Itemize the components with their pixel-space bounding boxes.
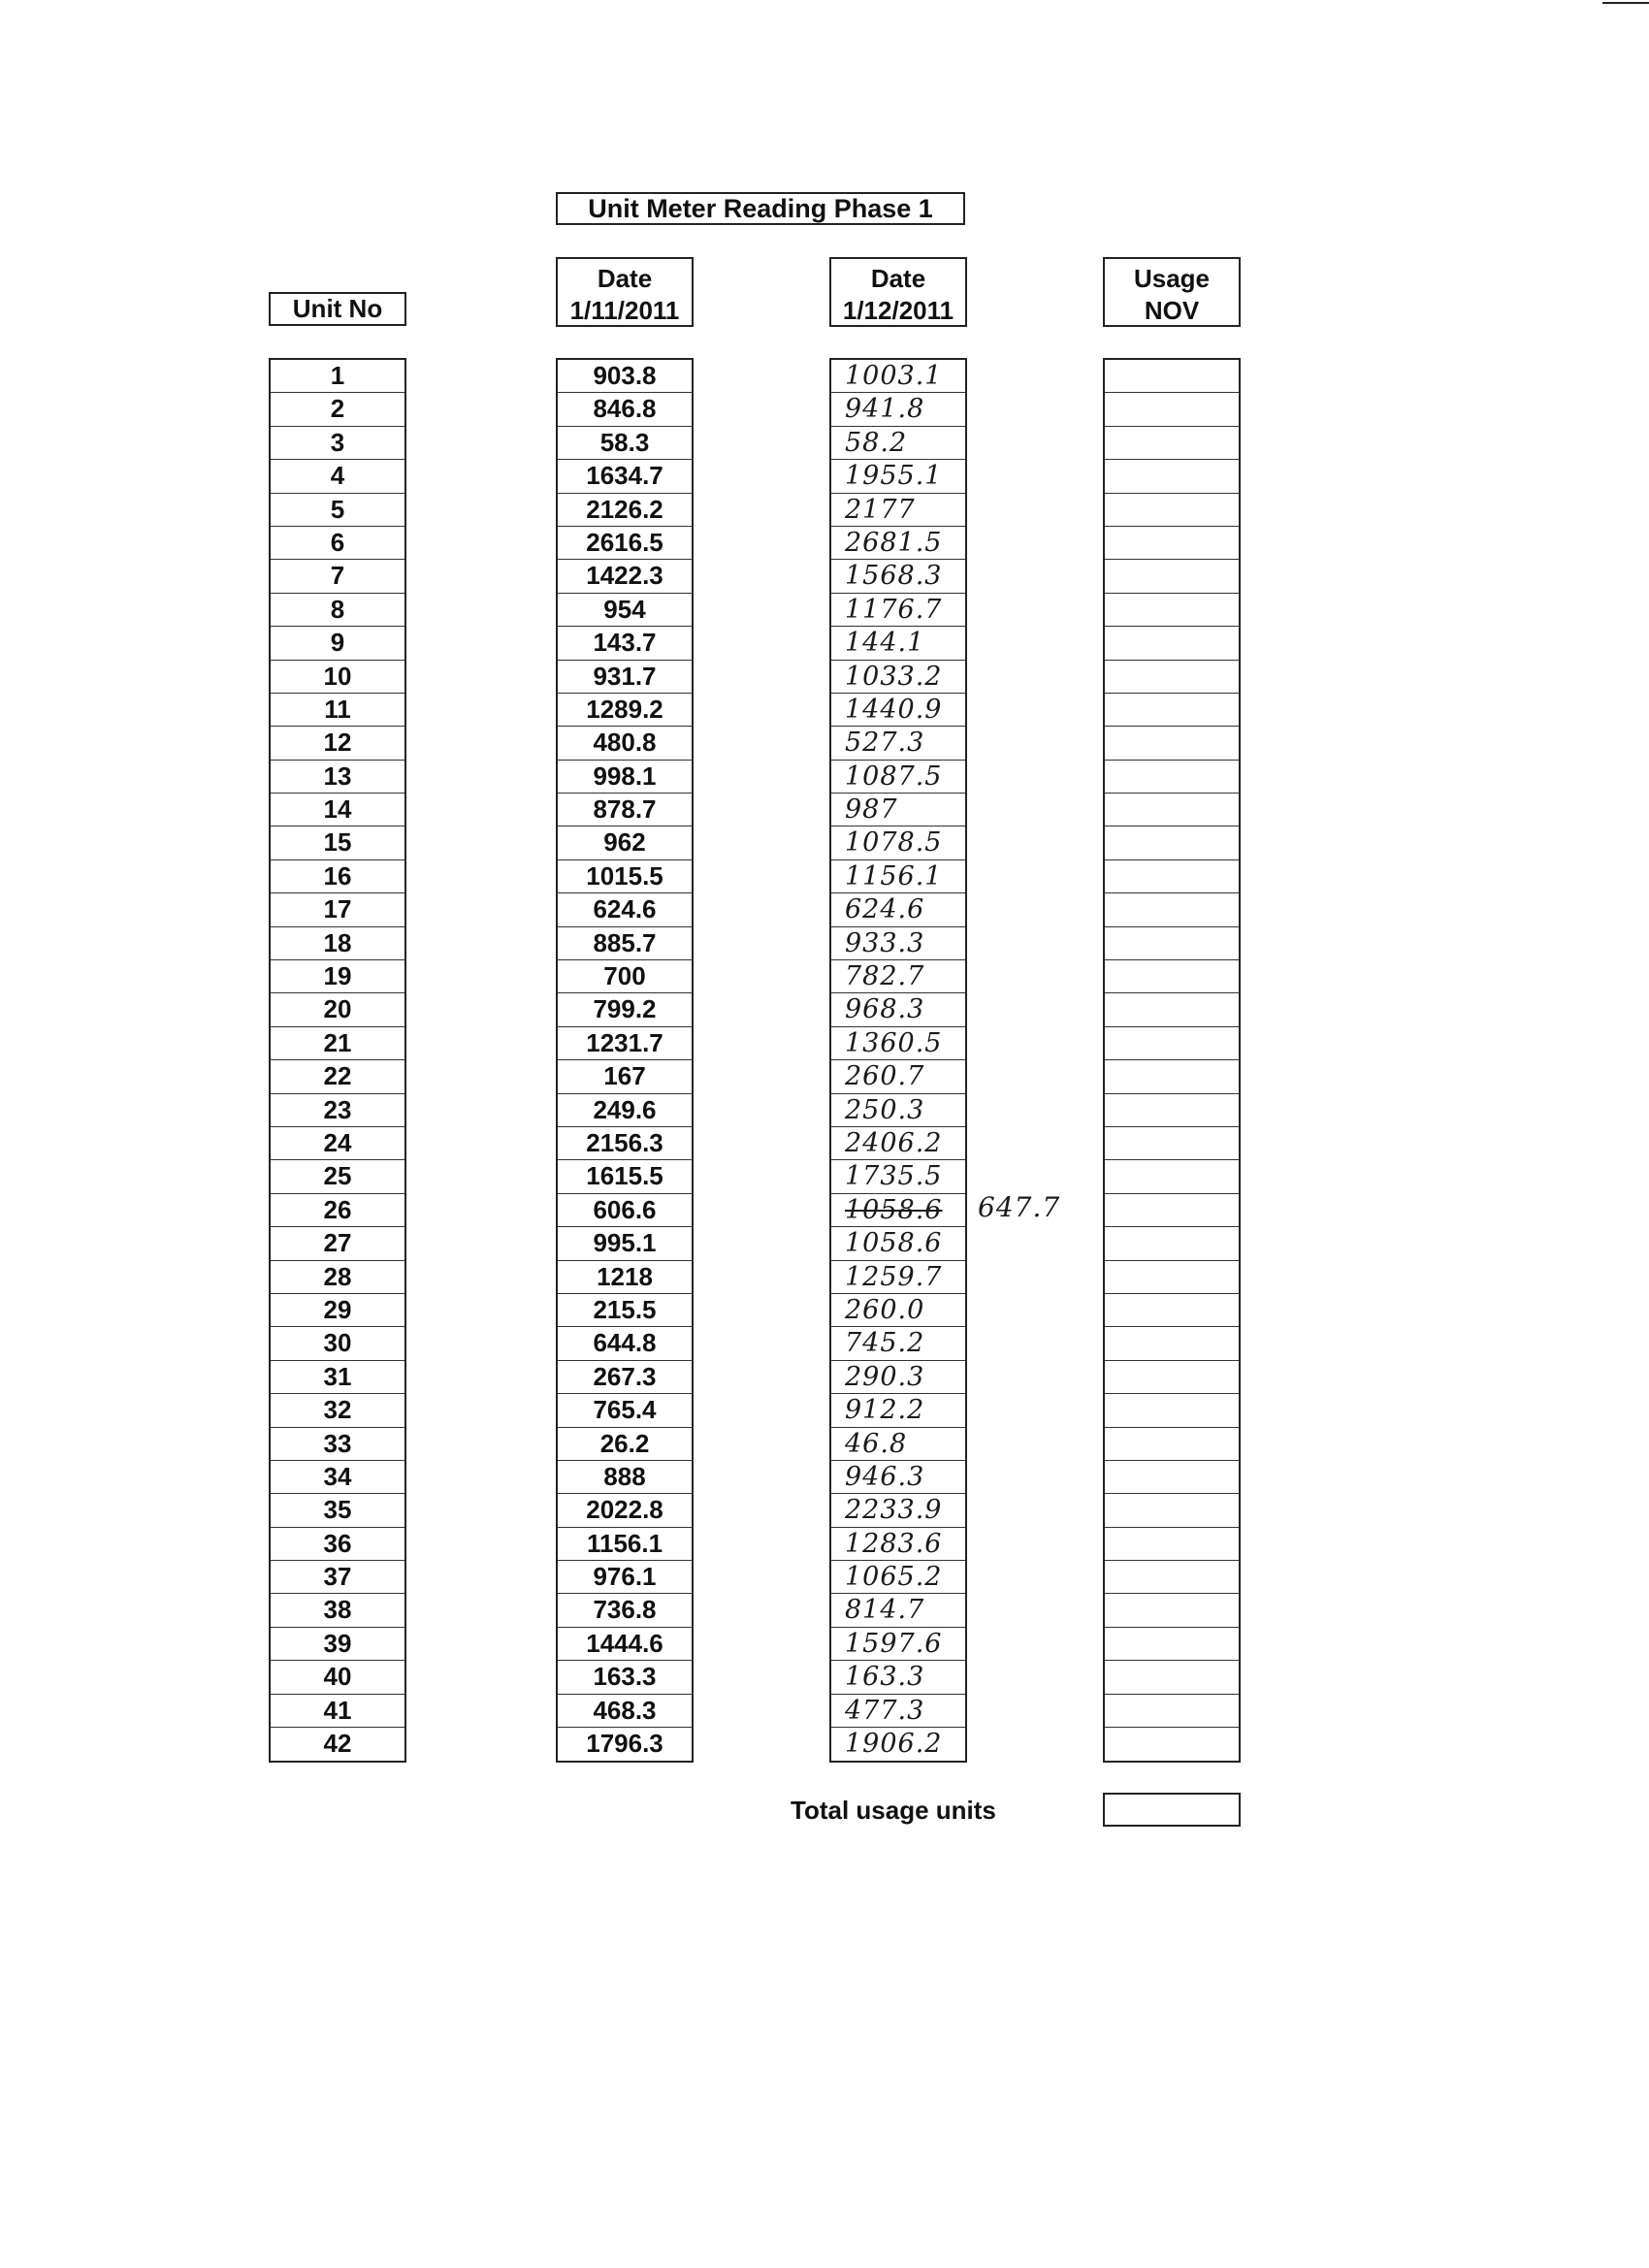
total-usage-label: Total usage units: [791, 1796, 996, 1825]
usage-cell[interactable]: [1105, 460, 1239, 493]
unit-number-cell: 40: [271, 1661, 404, 1694]
unit-number-cell: 39: [271, 1628, 404, 1661]
reading-nov-cell: 2022.8: [558, 1494, 692, 1527]
reading-nov-cell: 1634.7: [558, 460, 692, 493]
unit-number-cell: 17: [271, 893, 404, 926]
reading-dec-cell: 624.6: [831, 893, 965, 926]
reading-dec-cell: 745.2: [831, 1327, 965, 1360]
reading-nov-cell: 1444.6: [558, 1628, 692, 1661]
reading-dec-cell: 2406.2: [831, 1127, 965, 1160]
header-usage-label: Usage: [1133, 264, 1211, 293]
reading-dec-cell: 163.3: [831, 1661, 965, 1694]
reading-nov-cell: 976.1: [558, 1561, 692, 1594]
reading-dec-cell: 946.3: [831, 1461, 965, 1494]
unit-number-cell: 34: [271, 1461, 404, 1494]
unit-number-cell: 31: [271, 1361, 404, 1394]
usage-cell[interactable]: [1105, 1194, 1239, 1227]
reading-nov-cell: 1289.2: [558, 694, 692, 727]
total-usage-field[interactable]: [1103, 1793, 1241, 1827]
reading-dec-cell: 260.7: [831, 1060, 965, 1093]
usage-cell[interactable]: [1105, 893, 1239, 926]
reading-nov-cell: 606.6: [558, 1194, 692, 1227]
unit-number-cell: 10: [271, 661, 404, 694]
reading-dec-cell: 1058.6: [831, 1227, 965, 1260]
reading-nov-cell: 2126.2: [558, 494, 692, 527]
usage-cell[interactable]: [1105, 1261, 1239, 1294]
usage-cell[interactable]: [1105, 494, 1239, 527]
reading-dec-cell: 912.2: [831, 1394, 965, 1427]
unit-number-cell: 5: [271, 494, 404, 527]
header-date-dec-value: 1/12/2011: [842, 296, 954, 325]
reading-dec-cell: 250.3: [831, 1094, 965, 1127]
usage-cell[interactable]: [1105, 860, 1239, 893]
reading-dec-cell: 1735.5: [831, 1160, 965, 1193]
usage-cell[interactable]: [1105, 1494, 1239, 1527]
reading-dec-cell: 1568.3: [831, 560, 965, 593]
reading-dec-cell: 2233.9: [831, 1494, 965, 1527]
header-date-dec-label: Date: [870, 264, 926, 293]
reading-nov-cell: 931.7: [558, 661, 692, 694]
reading-dec-cell: 1078.5: [831, 826, 965, 859]
reading-nov-cell: 954: [558, 594, 692, 627]
reading-dec-column: [829, 358, 967, 1763]
unit-number-cell: 13: [271, 761, 404, 794]
unit-number-cell: 24: [271, 1127, 404, 1160]
usage-cell[interactable]: [1105, 1695, 1239, 1728]
reading-nov-cell: 1615.5: [558, 1160, 692, 1193]
header-date-nov: [556, 257, 694, 327]
usage-cell[interactable]: [1105, 960, 1239, 993]
header-usage-nov: [1103, 257, 1241, 327]
usage-cell[interactable]: [1105, 1594, 1239, 1627]
usage-cell[interactable]: [1105, 1361, 1239, 1394]
reading-nov-cell: 143.7: [558, 627, 692, 660]
usage-cell[interactable]: [1105, 1561, 1239, 1594]
reading-nov-cell: 846.8: [558, 393, 692, 426]
reading-dec-cell: 1283.6: [831, 1528, 965, 1561]
reading-dec-cell: 1440.9: [831, 694, 965, 727]
usage-cell[interactable]: [1105, 1027, 1239, 1060]
unit-number-cell: 37: [271, 1561, 404, 1594]
unit-number-cell: 27: [271, 1227, 404, 1260]
unit-number-cell: 4: [271, 460, 404, 493]
usage-cell[interactable]: [1105, 527, 1239, 560]
reading-nov-cell: 468.3: [558, 1695, 692, 1728]
usage-cell[interactable]: [1105, 427, 1239, 460]
unit-number-cell: 8: [271, 594, 404, 627]
unit-number-cell: 18: [271, 927, 404, 960]
usage-cell[interactable]: [1105, 360, 1239, 393]
unit-number-cell: 41: [271, 1695, 404, 1728]
usage-cell[interactable]: [1105, 694, 1239, 727]
usage-cell[interactable]: [1105, 1428, 1239, 1461]
reading-nov-cell: 2156.3: [558, 1127, 692, 1160]
usage-cell[interactable]: [1105, 1127, 1239, 1160]
reading-nov-cell: 885.7: [558, 927, 692, 960]
usage-cell[interactable]: [1105, 594, 1239, 627]
reading-nov-cell: 26.2: [558, 1428, 692, 1461]
usage-cell[interactable]: [1105, 1294, 1239, 1327]
usage-cell[interactable]: [1105, 1327, 1239, 1360]
unit-number-cell: 19: [271, 960, 404, 993]
unit-number-cell: 3: [271, 427, 404, 460]
usage-cell[interactable]: [1105, 1394, 1239, 1427]
unit-number-cell: 36: [271, 1528, 404, 1561]
reading-dec-cell: 527.3: [831, 727, 965, 760]
reading-nov-cell: 249.6: [558, 1094, 692, 1127]
reading-dec-cell: 987: [831, 794, 965, 826]
unit-number-cell: 29: [271, 1294, 404, 1327]
reading-dec-cell: 782.7: [831, 960, 965, 993]
reading-nov-cell: 267.3: [558, 1361, 692, 1394]
reading-dec-cell: 1906.2: [845, 1729, 943, 1760]
reading-dec-cell: 1360.5: [831, 1027, 965, 1060]
reading-nov-cell: 1231.7: [558, 1027, 692, 1060]
unit-number-cell: 25: [271, 1160, 404, 1193]
header-date-dec: [829, 257, 967, 327]
reading-dec-cell: 2681.5: [831, 527, 965, 560]
unit-number-cell: 32: [271, 1394, 404, 1427]
reading-dec-cell: 941.8: [831, 393, 965, 426]
unit-number-cell: 15: [271, 826, 404, 859]
reading-nov-cell: 888: [558, 1461, 692, 1494]
handwritten-side-note: 647.7: [978, 1191, 1061, 1223]
reading-dec-cell: 2177: [831, 494, 965, 527]
sheet-title: Unit Meter Reading Phase 1: [556, 192, 965, 225]
reading-nov-column: [556, 358, 694, 1763]
usage-cell[interactable]: [1105, 560, 1239, 593]
reading-dec-cell: 814.7: [831, 1594, 965, 1627]
unit-number-cell: 42: [323, 1729, 352, 1759]
header-usage-month: NOV: [1144, 296, 1200, 325]
usage-cell[interactable]: [1105, 661, 1239, 694]
unit-number-cell: 7: [271, 560, 404, 593]
reading-dec-cell: 1003.1: [831, 360, 965, 393]
unit-number-cell: 28: [271, 1261, 404, 1294]
usage-cell[interactable]: [1105, 393, 1239, 426]
reading-dec-cell: 1058.6: [831, 1194, 965, 1227]
reading-dec-cell: 1176.7: [831, 594, 965, 627]
reading-nov-cell: 163.3: [558, 1661, 692, 1694]
unit-number-cell: 16: [271, 860, 404, 893]
unit-number-cell: 35: [271, 1494, 404, 1527]
usage-cell[interactable]: [1105, 1094, 1239, 1127]
reading-dec-cell: 290.3: [831, 1361, 965, 1394]
reading-nov-cell: 962: [558, 826, 692, 859]
reading-nov-cell: 624.6: [558, 893, 692, 926]
reading-dec-cell: 477.3: [831, 1695, 965, 1728]
usage-cell[interactable]: [1105, 761, 1239, 794]
reading-dec-cell: 968.3: [831, 993, 965, 1026]
reading-nov-cell: 1156.1: [558, 1528, 692, 1561]
unit-number-cell: 11: [271, 694, 404, 727]
unit-number-cell: 1: [271, 360, 404, 393]
usage-cell[interactable]: [1105, 1661, 1239, 1694]
corner-mark: [1602, 2, 1649, 4]
unit-number-cell: 38: [271, 1594, 404, 1627]
reading-nov-cell: 2616.5: [558, 527, 692, 560]
unit-number-column: [269, 358, 406, 1763]
header-date-nov-value: 1/11/2011: [569, 296, 680, 325]
unit-number-cell: 2: [271, 393, 404, 426]
reading-dec-cell: 1065.2: [831, 1561, 965, 1594]
reading-nov-cell: 1422.3: [558, 560, 692, 593]
usage-cell[interactable]: [1105, 794, 1239, 826]
unit-number-cell: 33: [271, 1428, 404, 1461]
usage-column: [1103, 358, 1241, 1763]
reading-nov-cell: 700: [558, 960, 692, 993]
reading-dec-cell: 1033.2: [831, 661, 965, 694]
reading-dec-cell: 1597.6: [831, 1628, 965, 1661]
reading-dec-cell: 1087.5: [831, 761, 965, 794]
unit-number-cell: 12: [271, 727, 404, 760]
usage-cell[interactable]: [1105, 627, 1239, 660]
usage-cell[interactable]: [1105, 1461, 1239, 1494]
reading-nov-cell: 799.2: [558, 993, 692, 1026]
reading-nov-cell: 998.1: [558, 761, 692, 794]
reading-nov-cell: 644.8: [558, 1327, 692, 1360]
unit-number-cell: 6: [271, 527, 404, 560]
reading-nov-cell: 480.8: [558, 727, 692, 760]
reading-nov-cell: 878.7: [558, 794, 692, 826]
unit-number-cell: 14: [271, 794, 404, 826]
reading-nov-cell: 58.3: [558, 427, 692, 460]
reading-dec-cell: 1259.7: [831, 1261, 965, 1294]
usage-cell[interactable]: [1105, 1728, 1239, 1761]
unit-number-cell: 26: [271, 1194, 404, 1227]
reading-nov-cell: 1796.3: [586, 1729, 663, 1759]
reading-nov-cell: 903.8: [558, 360, 692, 393]
header-date-nov-label: Date: [597, 264, 653, 293]
reading-dec-cell: 144.1: [831, 627, 965, 660]
usage-cell[interactable]: [1105, 1160, 1239, 1193]
reading-dec-cell: 1156.1: [831, 860, 965, 893]
reading-nov-cell: 736.8: [558, 1594, 692, 1627]
unit-number-cell: 23: [271, 1094, 404, 1127]
usage-cell[interactable]: [1105, 727, 1239, 760]
reading-dec-cell: 46.8: [831, 1428, 965, 1461]
reading-nov-cell: 215.5: [558, 1294, 692, 1327]
reading-dec-cell: 58.2: [831, 427, 965, 460]
usage-cell[interactable]: [1105, 1628, 1239, 1661]
reading-nov-cell: 765.4: [558, 1394, 692, 1427]
unit-number-cell: 22: [271, 1060, 404, 1093]
usage-cell[interactable]: [1105, 826, 1239, 859]
usage-cell[interactable]: [1105, 993, 1239, 1026]
unit-number-cell: 20: [271, 993, 404, 1026]
reading-dec-cell: 260.0: [831, 1294, 965, 1327]
reading-nov-cell: 995.1: [558, 1227, 692, 1260]
reading-nov-cell: 1015.5: [558, 860, 692, 893]
header-unit-no: Unit No: [269, 292, 406, 326]
reading-nov-cell: 1218: [558, 1261, 692, 1294]
usage-cell[interactable]: [1105, 1227, 1239, 1260]
reading-dec-cell: 1955.1: [831, 460, 965, 493]
unit-number-cell: 30: [271, 1327, 404, 1360]
unit-number-cell: 21: [271, 1027, 404, 1060]
unit-number-cell: 9: [271, 627, 404, 660]
usage-cell[interactable]: [1105, 927, 1239, 960]
reading-dec-cell: 933.3: [831, 927, 965, 960]
reading-nov-cell: 167: [558, 1060, 692, 1093]
usage-cell[interactable]: [1105, 1528, 1239, 1561]
usage-cell[interactable]: [1105, 1060, 1239, 1093]
